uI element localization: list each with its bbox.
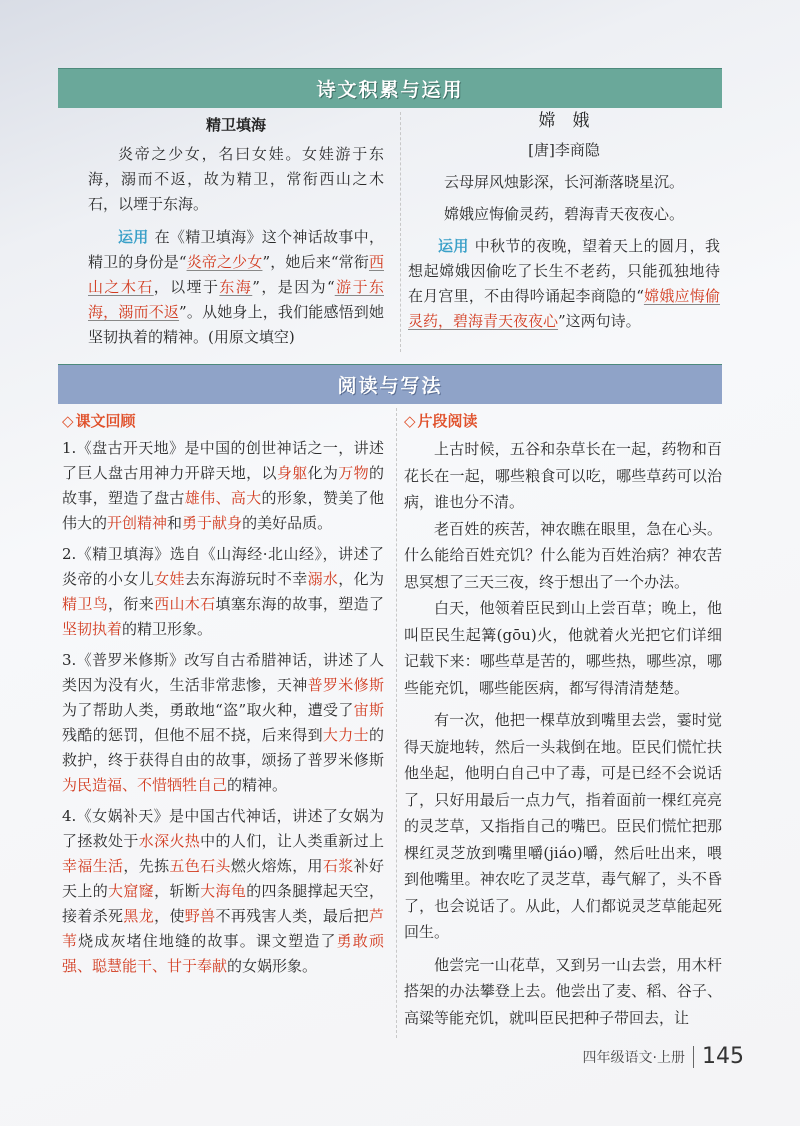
jingwei-text: 炎帝之少女，名曰女娃。女娃游于东海，溺而不返，故为精卫，常衔西山之木石，以堙于东海。 <box>88 145 384 213</box>
change-use: 运用 中秋节的夜晚，望着天上的圆月，我想起嫦娥因偷吃了长生不老药，只能孤独地待在月宫里，不由得吟诵起李商隐的“嫦娥应悔偷灵药，碧海青天夜夜心”这两句诗。 <box>408 237 720 330</box>
review-item-2: 2.《精卫填海》选自《山海经·北山经》，讲述了炎帝的小女儿女娃去东海游玩时不幸溺水，化为精卫鸟，衔来西山木石填塞东海的故事，塑造了坚韧执着的精卫形象。 <box>62 545 384 638</box>
poem-author: [唐]李商隐 <box>528 141 600 159</box>
poem-line-2: 嫦娥应悔偷灵药，碧海青天夜夜心。 <box>443 205 684 223</box>
reading-para-5: 他尝完一山花草，又到另一山去尝，用木杆搭架的办法攀登上去。他尝出了麦、稻、谷子、高粱等能充饥，就叫臣民把种子带回去，让 <box>404 955 722 1027</box>
column-divider <box>400 112 401 352</box>
review-item-4: 4.《女娲补天》是中国古代神话，讲述了女娲为了拯救处于水深火热中的人们，让人类重新过上幸福生活，先拣五色石头燃火熔炼，用石浆补好天上的大窟窿，斩断大海龟的四条腿撑起天空，接着杀死黑龙，使野兽不再残害人类，最后把芦苇烧成灰堵住地缝的故事。课文塑造了勇敢顽强、聪慧能干、甘于奉献的女娲形象。 <box>62 807 384 975</box>
poem-line-1: 云母屏风烛影深，长河渐落晓星沉。 <box>443 173 684 191</box>
book-title: 四年级语文·上册 <box>582 1049 685 1066</box>
change-block <box>408 108 720 334</box>
review-item-1: 1.《盘古开天地》是中国的创世神话之一，讲述了巨人盘古用神力开辟天地，以身躯化为万物的故事，塑造了盘古雄伟、高大的形象，赞美了他伟大的开创精神和勇于献身的美好品质。 <box>62 439 384 532</box>
page-footer <box>583 1044 744 1069</box>
use-tag: 运用 <box>118 228 149 246</box>
page-number: 145 <box>702 1044 744 1069</box>
review-head: ◇ 课文回顾 <box>62 412 136 430</box>
jingwei-title: 精卫填海 <box>205 116 266 134</box>
answer: 游于东海，溺而不返 <box>88 278 384 321</box>
banner-title: 阅读与写法 <box>337 374 443 397</box>
section-banner-poetry <box>58 68 722 108</box>
change-title: 嫦 娥 <box>538 111 590 131</box>
reading-head: ◇ 片段阅读 <box>404 412 478 430</box>
review-block <box>62 408 384 979</box>
answer: 嫦娥应悔偷灵药，碧海青天夜夜心 <box>408 287 720 330</box>
reading-para-1: 上古时候，五谷和杂草长在一起，药物和百花长在一起，哪些粮食可以吃，哪些草药可以治病，谁也分不清。 <box>404 440 722 511</box>
jingwei-block <box>88 112 384 350</box>
diamond-icon: ◇ <box>62 412 74 430</box>
review-item-3: 3.《普罗米修斯》改写自古希腊神话，讲述了人类因为没有火，生活非常悲惨，天神普罗米修斯为了帮助人类，勇敢地“盗”取火种，遭受了宙斯残酷的惩罚，但他不屈不挠，后来得到大力士的救护，终于获得自由的故事，颂扬了普罗米修斯为民造福、不惜牺牲自己的精神。 <box>62 651 384 794</box>
footer-separator <box>693 1046 694 1068</box>
banner-title: 诗文积累与运用 <box>316 78 464 101</box>
answer: 炎帝之少女 <box>186 253 263 271</box>
use-tag: 运用 <box>438 237 469 255</box>
reading-para-3: 白天，他领着臣民到山上尝百草；晚上，他叫臣民生起篝(gōu)火，他就着火光把它们详细记载下来：哪些草是苦的，哪些热，哪些凉，哪些能充饥，哪些能医病，都写得清清楚楚。 <box>404 599 722 697</box>
column-divider <box>396 408 397 1038</box>
answer: 东海 <box>219 278 253 296</box>
jingwei-use: 运用 在《精卫填海》这个神话故事中，精卫的身份是“炎帝之少女”，她后来“常衔西山之木石，以堙于东海”，是因为“游于东海，溺而不返”。从她身上，我们能感悟到她坚韧执着的精神。(用原文填空) <box>88 228 384 346</box>
reading-para-4: 有一次，他把一棵草放到嘴里去尝，霎时觉得天旋地转，然后一头栽倒在地。臣民们慌忙扶他坐起，他明白自己中了毒，可是已经不会说话了，只好用最后一点力气，指着面前一棵红亮亮的灵芝草，又指指自己的嘴巴。臣民们慌忙把那棵红灵芝放到嘴里嚼(jiáo)嚼，然后吐出来，喂到他嘴里。神农吃了灵芝草，毒气解了，头不昏了，也会说话了。从此，人们都说灵芝草能起死回生。 <box>404 711 722 941</box>
diamond-icon: ◇ <box>404 412 416 430</box>
section-banner-reading <box>58 364 722 404</box>
reading-para-2: 老百姓的疾苦，神农瞧在眼里，急在心头。什么能给百姓充饥？什么能为百姓治病？神农苦思冥想了三天三夜，终于想出了一个办法。 <box>404 519 722 591</box>
answer: 西山之木石 <box>88 253 384 296</box>
reading-block <box>404 408 722 1031</box>
